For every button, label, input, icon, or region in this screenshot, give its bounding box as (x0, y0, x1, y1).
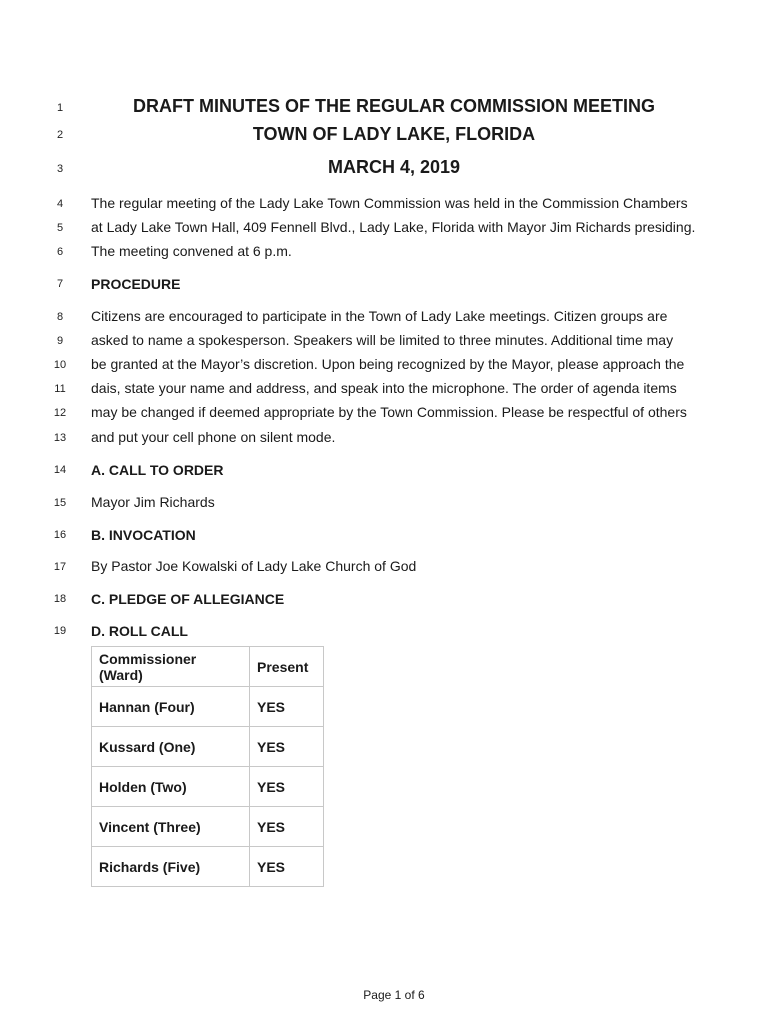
table-row (92, 807, 324, 847)
table-row (92, 847, 324, 887)
procedure-line: asked to name a spokesperson. Speakers will be limited to three minutes. Additional time may (91, 332, 674, 348)
line-number: 10 (53, 359, 67, 371)
commissioner-cell: Holden (Two) (92, 767, 250, 807)
page-subtitle: TOWN OF LADY LAKE, FLORIDA (252, 124, 536, 144)
present-cell: YES (250, 807, 324, 847)
roll-call-table (91, 646, 324, 887)
table-row (92, 687, 324, 727)
commissioner-cell: Kussard (One) (92, 727, 250, 767)
line-number: 17 (53, 561, 67, 573)
line-number: 8 (56, 311, 64, 323)
line-number: 7 (56, 278, 64, 290)
line-number: 6 (56, 246, 64, 258)
table-row (92, 727, 324, 767)
invocation-heading: B. INVOCATION (91, 527, 196, 543)
page-footer: Page 1 of 6 (363, 988, 425, 1002)
line-number: 11 (54, 383, 66, 395)
procedure-heading: PROCEDURE (91, 276, 181, 292)
line-number: 1 (56, 102, 64, 114)
line-number: 14 (53, 464, 67, 476)
procedure-line: Citizens are encouraged to participate in the Town of Lady Lake meetings. Citizen groups are (91, 308, 668, 324)
meeting-date: MARCH 4, 2019 (327, 157, 461, 177)
line-number: 4 (56, 198, 64, 210)
intro-line: at Lady Lake Town Hall, 409 Fennell Blvd., Lady Lake, Florida with Mayor Jim Richards presiding. (91, 219, 696, 235)
line-number: 3 (56, 163, 64, 175)
line-number: 9 (56, 335, 64, 347)
present-cell: YES (250, 687, 324, 727)
line-number: 15 (53, 497, 67, 509)
procedure-line: dais, state your name and address, and speak into the microphone. The order of agenda items (91, 380, 677, 396)
present-cell: YES (250, 767, 324, 807)
intro-line: The regular meeting of the Lady Lake Town Commission was held in the Commission Chambers (91, 195, 688, 211)
pledge-heading: C. PLEDGE OF ALLEGIANCE (91, 591, 285, 607)
present-cell: YES (250, 847, 324, 887)
table-header-cell: Present (250, 647, 324, 687)
table-header-cell: Commissioner (Ward) (92, 647, 250, 687)
commissioner-cell: Vincent (Three) (92, 807, 250, 847)
page-title: DRAFT MINUTES OF THE REGULAR COMMISSION MEETING (133, 96, 655, 116)
line-number: 13 (53, 432, 67, 444)
call-to-order-heading: A. CALL TO ORDER (91, 462, 224, 478)
procedure-line: and put your cell phone on silent mode. (91, 429, 336, 445)
line-number: 18 (53, 593, 67, 605)
table-header-row (92, 647, 324, 687)
intro-line: The meeting convened at 6 p.m. (91, 243, 292, 259)
commissioner-cell: Richards (Five) (92, 847, 250, 887)
procedure-line: may be changed if deemed appropriate by the Town Commission. Please be respectful of others (91, 404, 687, 420)
call-to-order-text: Mayor Jim Richards (91, 494, 215, 510)
line-number: 16 (53, 529, 67, 541)
line-number: 5 (56, 222, 64, 234)
table-row (92, 767, 324, 807)
invocation-text: By Pastor Joe Kowalski of Lady Lake Church of God (91, 558, 417, 574)
procedure-line: be granted at the Mayor’s discretion. Upon being recognized by the Mayor, please approach the (91, 356, 685, 372)
line-number: 12 (53, 407, 67, 419)
present-cell: YES (250, 727, 324, 767)
line-number: 19 (53, 625, 67, 637)
commissioner-cell: Hannan (Four) (92, 687, 250, 727)
line-number: 2 (56, 129, 64, 141)
roll-call-heading: D. ROLL CALL (91, 623, 188, 639)
